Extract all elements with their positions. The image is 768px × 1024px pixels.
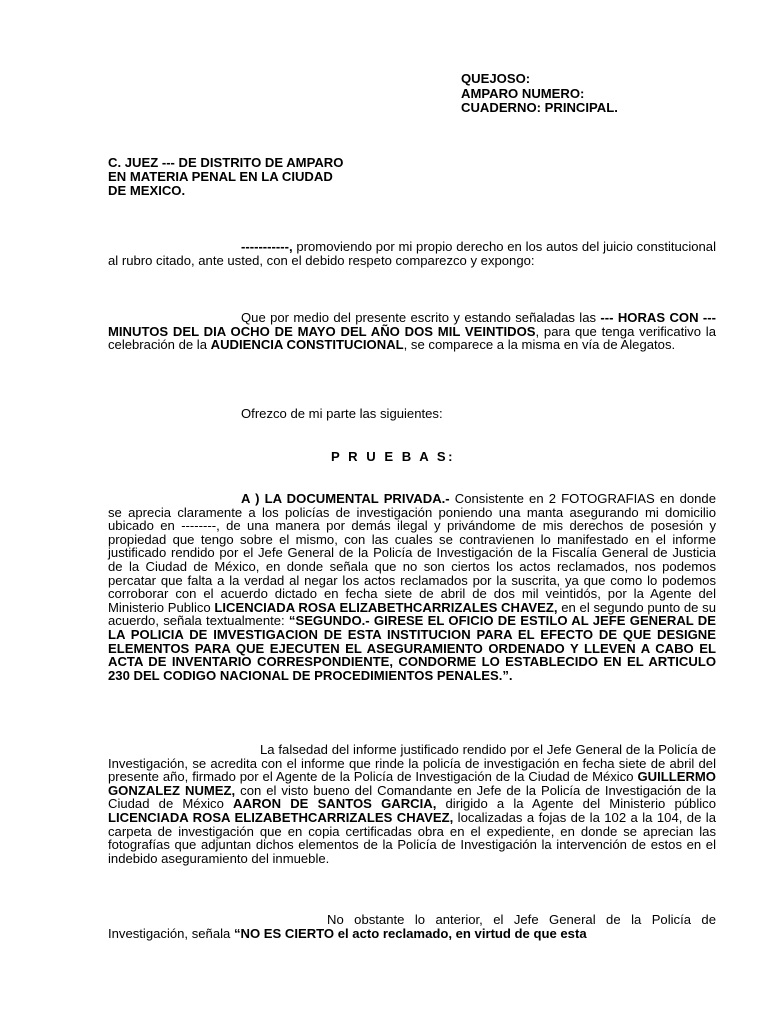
ofrezco-line: Ofrezco de mi parte las siguientes: [241, 406, 443, 421]
amparo-number-label: AMPARO NUMERO: [461, 85, 585, 101]
falsedad-text-4: localizadas a fojas de la 102 a la 104, de la carpeta de investigación que en copia certificadas obra en el expediente, en donde se aprecian las fotografías que adjuntan dichos elementos de la Policía de Investigación la intervención de estos en el indebido aseguramiento del inmueble. [108, 809, 716, 866]
cuaderno-label: CUADERNO: PRINCIPAL. [461, 100, 618, 115]
falsedad-text-1: La falsedad del informe justificado rendido por el Jefe General de la Policía de Investigación, se acredita con el informe que rinde la policía de investigación en fecha siete de abril del presente año, firmado por el Agente de la Policía de Investigación de la Ciudad de México [108, 742, 716, 785]
falsedad-text-2: con el visto bueno del Comandante en Jefe de la Policía de Investigación de la Ciudad de México [108, 782, 716, 812]
audiencia-title: AUDIENCIA CONSTITUCIONAL [210, 337, 404, 353]
audiencia-text-2: , para que tenga verificativo la celebración de la [108, 323, 716, 353]
falsedad-agent-name: GUILLERMO GONZALEZ NUMEZ, [108, 769, 716, 798]
no-obstante-paragraph [108, 913, 716, 940]
intro-text: promoviendo por mi propio derecho en los autos del juicio constitucional al rubro citado, ante usted, con el debido respeto comparezco y expongo: [108, 239, 716, 268]
addressee-block [108, 156, 343, 198]
addressee-line-3: DE MEXICO. [108, 183, 186, 198]
addressee-line-1: C. JUEZ --- DE DISTRITO DE AMPARO [108, 155, 344, 170]
prueba-a-text-1: Consistente en 2 FOTOGRAFIAS en donde se aprecia claramente a los policías de investigación poniendo una manta asegurando mi domicilio ubicado en --------, de una manera por demás ilegal y privándome de mis derechos de posesión y propiedad que tengo sobre el mismo, con las cuales se contravienen lo manifestado en el informe justificado rendido por el Jefe General de la Policía de Investigación de la Fiscalía General de Justicia de la Ciudad de México, en donde señala que no son ciertos los actos reclamados, nos podemos percatar que falta a la verdad al negar los actos reclamados por la suscrita, ya que como lo podemos corroborar con el acuerdo dictado en fecha siete de abril de dos mil veintidós, por la Agente del Ministerio Publico [108, 491, 716, 615]
prueba-a-title: A ) LA DOCUMENTAL PRIVADA.- [241, 491, 450, 506]
falsedad-commander-name: AARON DE SANTOS GARCIA, [233, 796, 437, 812]
falsedad-paragraph [108, 743, 716, 865]
promovente-name: -----------, [241, 239, 293, 254]
no-obstante-quote: “NO ES CIERTO el acto reclamado, en virtud de que esta [233, 925, 587, 941]
intro-paragraph [108, 240, 716, 267]
audiencia-paragraph [108, 311, 716, 352]
prueba-a-quote: “SEGUNDO.- GIRESE EL OFICIO DE ESTILO AL JEFE GENERAL DE LA POLICIA DE IMVESTIGACION DE ESTA INSTITUCION PARA EL EFECTO DE QUE DESIGNE ELEMENTOS PARA QUE EJECUTEN EL ASEGURAMIENTO ORDENADO Y LLEVEN A CABO EL ACTA DE INVENTARIO CORRESPONDIENTE, CONDORME LO ESTABLECIDO EN EL ARTICULO 230 DEL CODIGO NACIONAL DE PROCEDIMIENTOS PENALES.”. [108, 613, 716, 683]
case-header [461, 72, 618, 116]
falsedad-text-3: dirigido a la Agente del Ministerio público [436, 796, 716, 812]
audiencia-date: --- HORAS CON --- MINUTOS DEL DIA OCHO DE MAYO DEL AÑO DOS MIL VEINTIDOS [108, 310, 716, 339]
audiencia-text-1: Que por medio del presente escrito y estando señaladas las [241, 310, 601, 325]
no-obstante-text: No obstante lo anterior, el Jefe General de la Policía de Investigación, señala [108, 912, 716, 941]
audiencia-text-3: , se comparece a la misma en vía de Alegatos. [403, 337, 676, 353]
prueba-a-paragraph [108, 492, 716, 682]
addressee-line-2: EN MATERIA PENAL EN LA CIUDAD [108, 169, 333, 184]
quejoso-label: QUEJOSO: [461, 71, 531, 86]
falsedad-licenciada: LICENCIADA ROSA ELIZABETHCARRIZALES CHAVEZ, [108, 809, 454, 825]
prueba-a-text-2: en el segundo punto de su acuerdo, señala textualmente: [108, 599, 716, 629]
pruebas-heading: P R U E B A S: [331, 449, 456, 464]
prueba-a-licenciada: LICENCIADA ROSA ELIZABETHCARRIZALES CHAVEZ, [214, 599, 558, 615]
